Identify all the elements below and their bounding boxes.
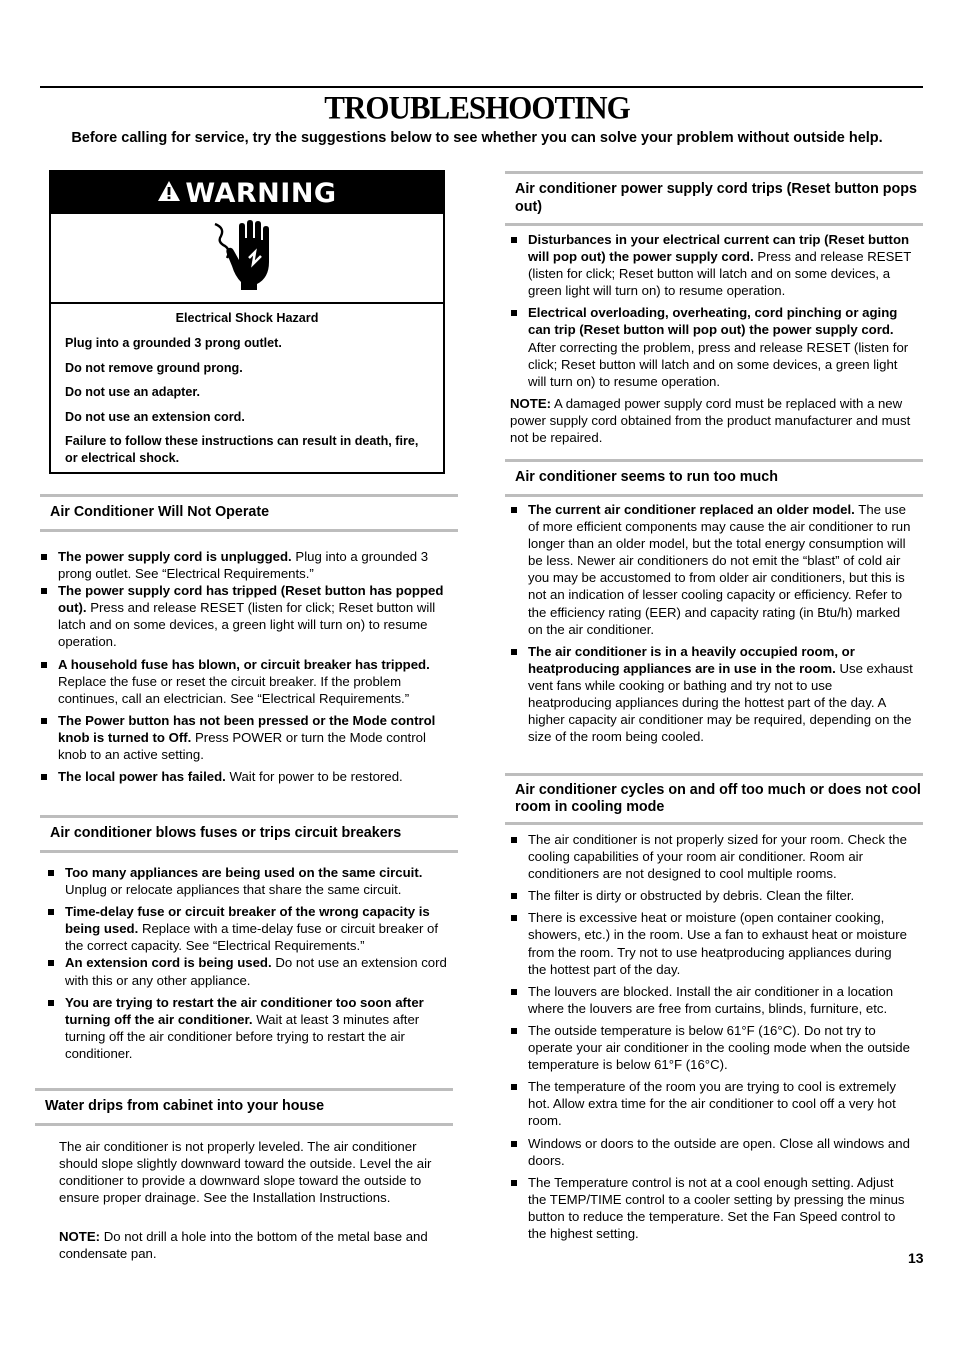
list-item: An extension cord is being used. Do not use an extension cord with this or any other appliance. [47, 954, 451, 988]
top-rule [40, 86, 923, 88]
warning-line: Plug into a grounded 3 prong outlet. [65, 336, 282, 350]
list-item: The power supply cord has tripped (Reset button has popped out). Press and release RESET (listen for click; Reset button will latch and on some devices, a green light will turn on) to resume operation. [40, 582, 456, 650]
water-drips-body: The air conditioner is not properly leveled. The air conditioner should slope slightly downward toward the outside. Level the air conditioner to provide a downward slope toward the outside to ensure proper drainage. See the Installation Instructions. [59, 1139, 432, 1206]
list-item: The temperature of the room you are trying to cool is extremely hot. Allow extra time for the air conditioner to cool off a very hot room. [510, 1078, 912, 1129]
list-item: The air conditioner is in a heavily occupied room, or heatproducing appliances are in use in the room. Use exhaust vent fans while cooking or bathing and try not to use heatproducing appliances during the hottest part of the day. A higher capacity air conditioner may be required, depending on the size of the room being cooled. [510, 643, 914, 746]
list-item: The Power button has not been pressed or the Mode control knob is turned to Off. Press POWER or turn the Mode control knob to an active setting. [40, 712, 456, 763]
list-item: The power supply cord is unplugged. Plug into a grounded 3 prong outlet. See “Electrical Requirements.” [40, 548, 456, 582]
list-item: The filter is dirty or obstructed by debris. Clean the filter. [510, 887, 912, 904]
section-heading-blows-fuses: Air conditioner blows fuses or trips circuit breakers [40, 815, 458, 853]
section-heading-cord-trips: Air conditioner power supply cord trips (Reset button pops out) [505, 171, 923, 226]
warning-line: Failure to follow these instructions can result in death, fire, or electrical shock. [65, 434, 419, 465]
warning-triangle-icon [157, 178, 181, 209]
list-item: Electrical overloading, overheating, cord pinching or aging can trip (Reset button will pop out) the power supply cord. After correcting the problem, press and release RESET (listen for click; Reset button will latch and on some devices, a green light will turn on) to resume operation. [510, 304, 912, 389]
hazard-title: Electrical Shock Hazard [175, 311, 319, 325]
warning-box [49, 170, 445, 474]
list-item: Too many appliances are being used on the same circuit. Unplug or relocate appliances that share the same circuit. [47, 864, 451, 898]
warning-line: Do not use an extension cord. [65, 409, 245, 424]
list-item: A household fuse has blown, or circuit breaker has tripped. Replace the fuse or reset the circuit breaker. If the problem continues, call an electrician. See “Electrical Requirements.” [40, 656, 456, 707]
warning-line: Do not use an adapter. [65, 385, 201, 399]
list-item: The local power has failed. Wait for power to be restored. [40, 768, 456, 785]
list-item: The Temperature control is not at a cool enough setting. Adjust the TEMP/TIME control to a cooler setting by pressing the minus button to reduce the temperature. Set the Fan Speed control to the highest setting. [510, 1174, 912, 1242]
list-runs-too-much [510, 501, 914, 745]
section-heading-runs-too-much: Air conditioner seems to run too much [505, 459, 923, 497]
list-item: You are trying to restart the air conditioner too soon after turning off the air conditioner. Wait at least 3 minutes after turning off the air conditioner before trying to restart the air conditioner. [47, 994, 451, 1062]
list-not-operate [40, 548, 456, 785]
list-item: Time-delay fuse or circuit breaker of the wrong capacity is being used. Replace with a time-delay fuse or circuit breaker of the correct capacity. See “Electrical Requirements.” [47, 903, 451, 954]
list-cycles [510, 831, 912, 1242]
warning-line: Do not remove ground prong. [65, 360, 243, 375]
list-item: The current air conditioner replaced an older model. The use of more efficient components may cause the air conditioner to run longer than an older model, but the total energy consumption will be less. Newer air conditioners do not emit the “blast” of cold air you may be accustomed to from older air conditioners, but this is not an indication of lesser cooling capacity or efficiency. Refer to the efficiency rating (EER) and capacity rating (in Btu/h) marked on the air conditioner. [510, 501, 914, 638]
intro-text: Before calling for service, try the suggestions below to see whether you can solve your problem without outside help. [71, 130, 883, 146]
list-item: Windows or doors to the outside are open. Close all windows and doors. [510, 1135, 912, 1169]
page-number: 13 [908, 1250, 924, 1266]
warning-icon-area [51, 214, 443, 304]
warning-header [51, 172, 443, 214]
list-blows-fuses [47, 864, 451, 1062]
list-item: Disturbances in your electrical current can trip (Reset button will pop out) the power supply cord. Press and release RESET (listen for click; Reset button will latch and on some devices, a green light will turn on) to resume operation. [510, 231, 912, 299]
list-item: The outside temperature is below 61°F (16°C). Do not try to operate your air conditioner in the cooling mode when the outside temperature is below 61°F (16°C). [510, 1022, 912, 1073]
list-cord-trips [510, 231, 912, 390]
cord-trips-note: NOTE: A damaged power supply cord must be replaced with a new power supply cord obtained from the product manufacturer and must not be repaired. [510, 396, 911, 446]
warning-heading: WARNING [185, 177, 337, 209]
page-title: TROUBLESHOOTING [324, 89, 630, 126]
list-item: There is excessive heat or moisture (open container cooking, showers, etc.) in the room. Use a fan to exhaust heat or moisture from the room. Try not to use heatproducing appliances during the hottest part of the day. [510, 909, 912, 977]
section-heading-cycles: Air conditioner cycles on and off too much or does not cool room in cooling mode [505, 773, 923, 825]
section-heading-not-operate: Air Conditioner Will Not Operate [40, 494, 458, 532]
warning-body [51, 304, 443, 467]
list-item: The louvers are blocked. Install the air conditioner in a location where the louvers are free from curtains, blinds, furniture, etc. [510, 983, 912, 1017]
electric-shock-hand-icon [209, 218, 285, 299]
list-item: The air conditioner is not properly sized for your room. Check the cooling capabilities of your room air conditioner. Room air conditioners are not designed to cool multiple rooms. [510, 831, 912, 882]
section-heading-water-drips: Water drips from cabinet into your house [35, 1088, 453, 1126]
water-drips-note: NOTE: Do not drill a hole into the bottom of the metal base and condensate pan. [59, 1229, 428, 1262]
